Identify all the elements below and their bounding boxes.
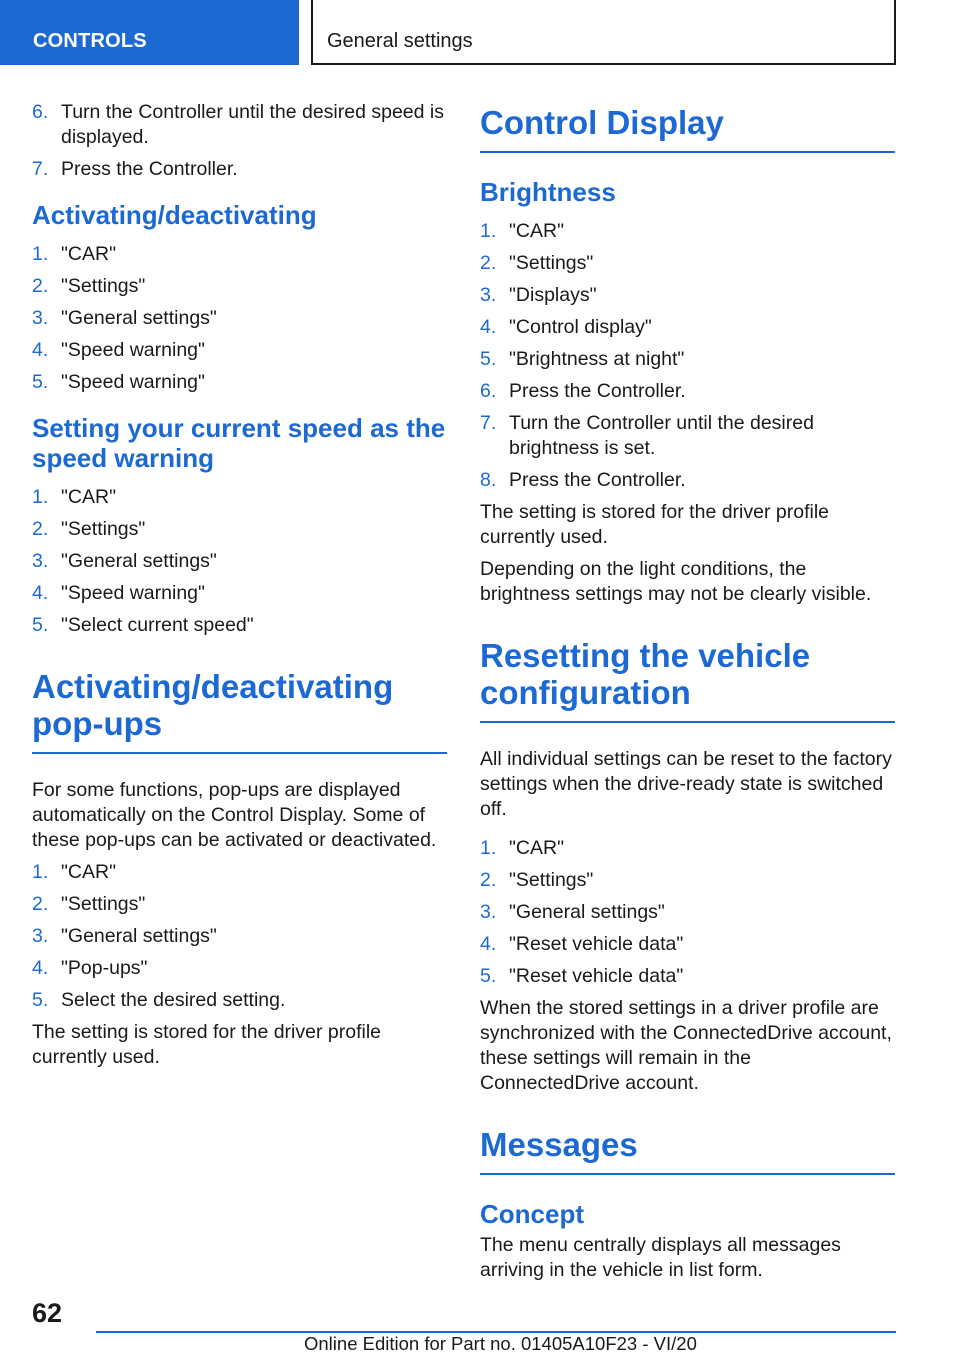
list-item xyxy=(32,100,447,150)
list-item-number: 7. xyxy=(480,412,497,434)
list-item xyxy=(480,964,895,989)
list-item-text: "Settings" xyxy=(61,518,146,540)
list-item-number: 5. xyxy=(32,614,49,636)
activating-heading: Activating/deactivating xyxy=(32,200,317,230)
list-item-number: 5. xyxy=(480,348,497,370)
list-item xyxy=(480,836,895,861)
activating-list xyxy=(32,242,447,395)
list-item xyxy=(480,411,895,461)
reset-list xyxy=(480,836,895,989)
list-item-text: "CAR" xyxy=(61,861,117,883)
list-item-text: "CAR" xyxy=(509,837,565,859)
reset-note: When the stored settings in a driver profile are synchronized with the ConnectedDrive account, these settings will remain in the ConnectedDrive account. xyxy=(480,997,892,1094)
list-item-number: 1. xyxy=(480,837,497,859)
list-item xyxy=(32,613,447,638)
list-item-number: 1. xyxy=(32,243,49,265)
header-section-tab xyxy=(0,0,299,65)
list-item-number: 4. xyxy=(32,339,49,361)
footer-edition: Online Edition for Part no. 01405A10F23 - VI/20 xyxy=(304,1333,697,1354)
list-item xyxy=(32,157,447,182)
list-item-text: Turn the Controller until the desired speed is displayed. xyxy=(61,101,444,148)
list-item-text: "General settings" xyxy=(61,550,217,572)
list-item-text: "Settings" xyxy=(61,893,146,915)
list-item xyxy=(32,892,447,917)
reset-section-title: Resetting the vehicle configuration xyxy=(480,637,895,723)
list-item-number: 2. xyxy=(32,275,49,297)
list-item-number: 5. xyxy=(32,371,49,393)
list-item-text: Select the desired setting. xyxy=(61,989,286,1011)
list-item-number: 6. xyxy=(480,380,497,402)
concept-heading: Concept xyxy=(480,1199,584,1229)
list-item xyxy=(32,485,447,510)
list-item xyxy=(32,274,447,299)
list-item-number: 5. xyxy=(32,989,49,1011)
list-item-number: 2. xyxy=(480,869,497,891)
list-item-text: "CAR" xyxy=(61,486,117,508)
list-item-number: 4. xyxy=(32,582,49,604)
list-item xyxy=(480,932,895,957)
list-item xyxy=(480,347,895,372)
list-item xyxy=(32,860,447,885)
list-item xyxy=(480,283,895,308)
list-item-number: 2. xyxy=(32,893,49,915)
list-item xyxy=(480,868,895,893)
list-item-number: 3. xyxy=(480,901,497,923)
brightness-note-1: The setting is stored for the driver profile currently used. xyxy=(480,501,829,548)
list-item-text: Turn the Controller until the desired brightness is set. xyxy=(509,412,814,459)
list-item-text: "CAR" xyxy=(61,243,117,265)
list-item-number: 1. xyxy=(32,861,49,883)
list-item xyxy=(480,468,895,493)
right-column xyxy=(480,100,895,1290)
list-item xyxy=(32,306,447,331)
list-item-text: Press the Controller. xyxy=(61,158,238,180)
list-item xyxy=(32,956,447,981)
reset-intro: All individual settings can be reset to the factory settings when the drive-ready state is switched off. xyxy=(480,748,892,820)
popups-note: The setting is stored for the driver profile currently used. xyxy=(32,1021,381,1068)
list-item xyxy=(32,242,447,267)
list-item-text: "Settings" xyxy=(61,275,146,297)
list-item-text: "Pop-ups" xyxy=(61,957,148,979)
list-item-text: "Speed warning" xyxy=(61,339,205,361)
list-item xyxy=(32,517,447,542)
speed-continued-list xyxy=(32,100,447,182)
list-item-number: 5. xyxy=(480,965,497,987)
header-title: General settings xyxy=(327,30,473,52)
list-item-text: "General settings" xyxy=(509,901,665,923)
list-item-number: 4. xyxy=(32,957,49,979)
brightness-note-2: Depending on the light conditions, the brightness settings may not be clearly visible. xyxy=(480,558,872,605)
list-item-number: 1. xyxy=(32,486,49,508)
brightness-heading: Brightness xyxy=(480,177,616,207)
list-item xyxy=(32,549,447,574)
list-item xyxy=(32,924,447,949)
list-item-text: "CAR" xyxy=(509,220,565,242)
list-item xyxy=(32,338,447,363)
popups-intro: For some functions, pop-ups are displayed automatically on the Control Display. Some of these pop-ups can be activated or deactivated. xyxy=(32,779,437,851)
list-item-text: "Control display" xyxy=(509,316,652,338)
list-item xyxy=(480,379,895,404)
header-section-label: CONTROLS xyxy=(33,30,147,52)
list-item-number: 3. xyxy=(32,307,49,329)
list-item-text: "Brightness at night" xyxy=(509,348,685,370)
list-item-text: "General settings" xyxy=(61,925,217,947)
list-item-text: "Reset vehicle data" xyxy=(509,965,684,987)
page-number: 62 xyxy=(32,1298,63,1328)
control-display-title: Control Display xyxy=(480,104,895,153)
list-item-number: 3. xyxy=(32,550,49,572)
list-item-number: 6. xyxy=(32,101,49,123)
list-item xyxy=(32,370,447,395)
list-item-number: 2. xyxy=(480,252,497,274)
list-item-number: 8. xyxy=(480,469,497,491)
popups-section-title: Activating/deactivating pop-ups xyxy=(32,668,447,754)
list-item-text: "Settings" xyxy=(509,252,594,274)
list-item-text: "Speed warning" xyxy=(61,371,205,393)
list-item-number: 2. xyxy=(32,518,49,540)
popups-list xyxy=(32,860,447,1013)
list-item xyxy=(480,251,895,276)
list-item-text: "Displays" xyxy=(509,284,597,306)
list-item-number: 1. xyxy=(480,220,497,242)
list-item-number: 7. xyxy=(32,158,49,180)
list-item-text: Press the Controller. xyxy=(509,380,686,402)
list-item-text: "Speed warning" xyxy=(61,582,205,604)
set-current-speed-list xyxy=(32,485,447,638)
list-item xyxy=(480,219,895,244)
set-current-speed-heading: Setting your current speed as the speed warning xyxy=(32,413,446,473)
list-item-number: 3. xyxy=(32,925,49,947)
list-item-number: 4. xyxy=(480,933,497,955)
list-item-text: "Reset vehicle data" xyxy=(509,933,684,955)
header-title-box xyxy=(311,0,896,65)
list-item-number: 4. xyxy=(480,316,497,338)
list-item xyxy=(32,581,447,606)
concept-text: The menu centrally displays all messages arriving in the vehicle in list form. xyxy=(480,1234,841,1281)
list-item xyxy=(32,988,447,1013)
left-column xyxy=(32,100,447,1077)
list-item-text: "General settings" xyxy=(61,307,217,329)
list-item-number: 3. xyxy=(480,284,497,306)
list-item xyxy=(480,315,895,340)
list-item-text: Press the Controller. xyxy=(509,469,686,491)
list-item-text: "Settings" xyxy=(509,869,594,891)
list-item-text: "Select current speed" xyxy=(61,614,254,636)
messages-section-title: Messages xyxy=(480,1126,895,1175)
list-item xyxy=(480,900,895,925)
brightness-list xyxy=(480,219,895,493)
